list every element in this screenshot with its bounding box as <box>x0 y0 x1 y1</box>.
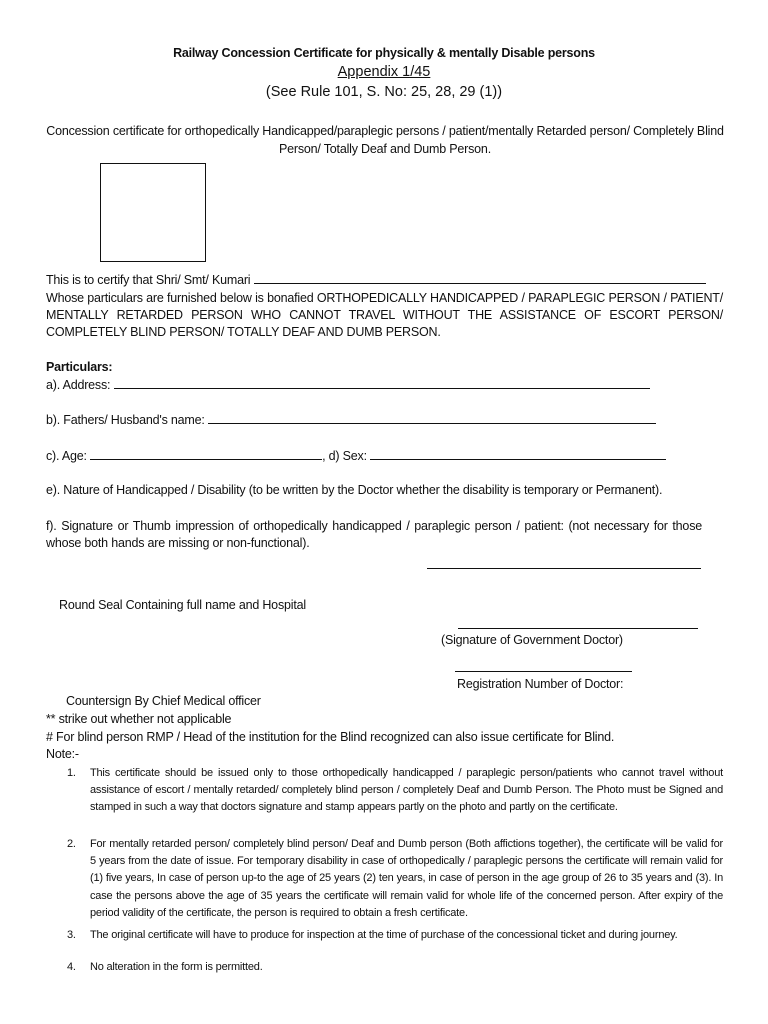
note-item <box>67 836 723 922</box>
patient-signature-line <box>427 568 701 569</box>
note-heading: Note:- <box>46 747 79 761</box>
note-text: This certificate should be issued only to those orthopedically handicapped / paraplegic person/patients who cannot travel without assistance of escort / mentally retarded/ completely blind person / completely Deaf and Dumb Person. The Photo must be Signed and stamped in such a way that doctors signature and stamp appears partly on the photo and partly on the certificate. <box>90 767 723 814</box>
certificate-description: Concession certificate for orthopedically Handicapped/paraplegic persons / patient/mentally Retarded person/ Completely Blind Person/ Totally Deaf and Dumb Person. <box>46 124 724 156</box>
registration-line <box>455 671 632 672</box>
nature-label: e). Nature of Handicapped / Disability (to be written by the Doctor whether the disability is temporary or Permanent). <box>46 483 663 497</box>
address-blank <box>114 377 650 389</box>
age-label: c). Age: <box>46 449 87 463</box>
note-item <box>67 959 723 977</box>
signature-label: f). Signature or Thumb impression of orthopedically handicapped / paraplegic person / patient: (not necessary for those whose both hands are missing or non-functional). <box>46 519 702 550</box>
certify-line <box>46 272 706 287</box>
note-text: No alteration in the form is permitted. <box>90 961 263 973</box>
certify-prefix: This is to certify that Shri/ Smt/ Kumari <box>46 273 251 287</box>
note-item <box>67 927 723 945</box>
countersign-label: Countersign By Chief Medical officer <box>66 694 261 708</box>
blind-note: # For blind person RMP / Head of the institution for the Blind recognized can also issue certificate for Blind. <box>46 730 615 744</box>
father-blank <box>208 412 656 424</box>
strike-note: ** strike out whether not applicable <box>46 712 232 726</box>
note-number: 1. <box>67 767 76 779</box>
age-separator: , <box>322 449 326 463</box>
appendix-text: Appendix 1/45 <box>337 64 431 80</box>
sex-blank <box>370 448 666 460</box>
name-blank <box>254 272 706 284</box>
doctor-signature-line <box>458 628 698 629</box>
photo-box <box>100 163 206 262</box>
certify-body: Whose particulars are furnished below is bonafied ORTHOPEDICALLY HANDICAPPED / PARAPLEGIC PERSON / PATIENT/ MENTALLY RETARDED PERSON WHO CANNOT TRAVEL WITHOUT THE ASSISTANCE OF ESCORT PERSON/ COMPLETELY BLIND PERSON/ TOTALLY DEAF AND DUMB PERSON. <box>46 291 723 339</box>
rule-reference: (See Rule 101, S. No: 25, 28, 29 (1)) <box>265 84 503 100</box>
appendix-label <box>0 64 768 80</box>
registration-label: Registration Number of Doctor: <box>457 677 624 691</box>
seal-label: Round Seal Containing full name and Hospital <box>59 598 306 612</box>
sex-label: d) Sex: <box>328 449 367 463</box>
note-number: 4. <box>67 961 76 973</box>
father-line <box>46 412 656 427</box>
address-line <box>46 377 650 392</box>
age-sex-line <box>46 448 666 463</box>
doctor-signature-label: (Signature of Government Doctor) <box>441 633 623 647</box>
particulars-heading: Particulars: <box>46 360 113 374</box>
note-text: For mentally retarded person/ completely blind person/ Deaf and Dumb person (Both affictions together), the certificate will be valid for 5 years from the date of issue. For temporary disability in case of orthopedically / paraplegic persons the certificate will remain valid for (1) five years, In case of person up-to the age of 25 years (2) ten years, in case of person in the age group of 26 to 35 years and (3). In case the persons above the age of 35 years the certificate will remain valid for whole life of the concerned person. After expiry of the period validity of the certificate, the person is required to obtain a fresh certificate. <box>90 838 723 919</box>
age-blank <box>90 448 322 460</box>
document-title: Railway Concession Certificate for physically & mentally Disable persons <box>173 46 595 60</box>
note-item <box>67 765 723 834</box>
note-text: The original certificate will have to produce for inspection at the time of purchase of the concessional ticket and during journey. <box>90 929 678 941</box>
address-label: a). Address: <box>46 378 111 392</box>
note-number: 3. <box>67 929 76 941</box>
father-label: b). Fathers/ Husband's name: <box>46 413 205 427</box>
note-number: 2. <box>67 838 76 850</box>
